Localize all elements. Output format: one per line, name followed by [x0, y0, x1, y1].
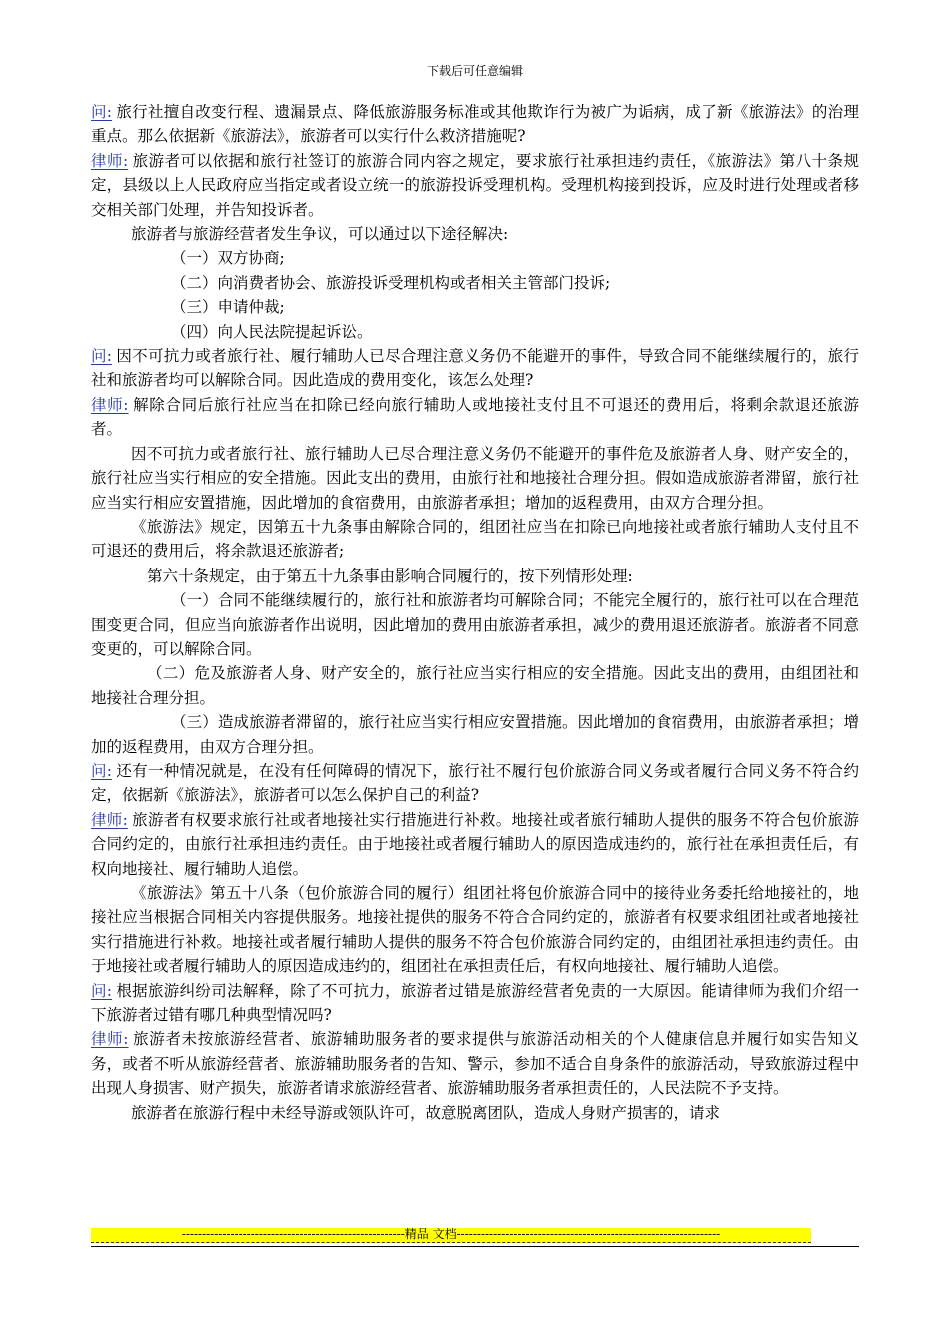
answer-text: 旅游者可以依据和旅行社签订的旅游合同内容之规定，要求旅行社承担违约责任，《旅游法》第八十条规定，县级以上人民政府应当指定或者设立统一的旅游投诉受理机构。受理机构接到投诉，应及时进行处理或者移交相关部门处理，并告知投诉者。 [91, 151, 859, 219]
question-text: 旅行社擅自改变行程、遗漏景点、降低旅游服务标准或其他欺诈行为被广为诟病，成了新《旅游法》的治理重点。那么依据新《旅游法》，旅游者可以实行什么救济措施呢? [91, 103, 859, 146]
page-footer: -------------------------------------------------------精品 文档----------------------------------------------------------------- [181, 1227, 721, 1241]
answer-2 [91, 393, 859, 442]
footer-rule [91, 1246, 859, 1247]
answer-text: 解除合同后旅行社应当在扣除已经向旅行辅助人或地接社支付且不可退还的费用后，将剩余款退还旅游者。 [91, 395, 859, 439]
answer-3 [91, 808, 859, 881]
question-text: 因不可抗力或者旅行社、履行辅助人已尽合理注意义务仍不能避开的事件，导致合同不能继续履行的，旅行社和旅游者均可以解除合同。因此造成的费用变化，该怎么处理? [91, 347, 859, 390]
question-label: 问: [91, 981, 113, 1000]
question-label: 问: [91, 761, 113, 780]
list-item: （四）向人民法院提起诉讼。 [171, 322, 373, 341]
question-text: 还有一种情况就是，在没有任何障碍的情况下，旅行社不履行包价旅游合同义务或者履行合同义务不符合约定，依据新《旅游法》，旅游者可以怎么保护自己的利益? [91, 761, 859, 805]
question-label: 问: [91, 103, 113, 121]
answer-text: 旅游者有权要求旅行社或者地接社实行措施进行补救。地接社或者旅行辅助人提供的服务不符合包价旅游合同约定的，由旅行社承担违约责任。由于地接社或者履行辅助人的原因造成违约的，旅行社在承担责任后，有权向地接社、履行辅助人追偿。 [91, 810, 859, 878]
question-3 [91, 759, 859, 808]
paragraph: （三）造成旅游者滞留的，旅行社应当实行相应安置措施。因此增加的食宿费用，由旅游者承担；增加的返程费用，由双方合理分担。 [91, 713, 859, 756]
question-2 [91, 344, 859, 393]
paragraph: 因不可抗力或者旅行社、旅行辅助人已尽合理注意义务仍不能避开的事件危及旅游者人身、财产安全的，旅行社应当实行相应的安全措施。因此支出的费用，由旅行社和地接社合理分担。假如造成旅游者滞留，旅行社应当实行相应安置措施，因此增加的食宿费用，由旅游者承担；增加的返程费用，由双方合理分担。 [91, 444, 859, 512]
paragraph: 《旅游法》第五十八条（包价旅游合同的履行）组团社将包价旅游合同中的接待业务委托给地接社的，地接社应当根据合同相关内容提供服务。地接社提供的服务不符合合同约定的，旅游者有权要求组团社或者地接社实行措施进行补救。地接社或者履行辅助人提供的服务不符合包价旅游合同约定的，由组团社承担违约责任。由于地接社或者履行辅助人的原因造成违约的，组团社在承担责任后，有权向地接社、履行辅助人追偿。 [91, 884, 859, 976]
paragraph: 第六十条规定，由于第五十九条事由影响合同履行的，按下列情形处理: [147, 566, 633, 585]
question-1 [91, 100, 859, 149]
question-4 [91, 979, 859, 1028]
answer-label: 律师: [91, 1030, 129, 1049]
list-item: （二）向消费者协会、旅游投诉受理机构或者相关主管部门投诉; [171, 273, 611, 292]
answer-text: 旅游者未按旅游经营者、旅游辅助服务者的要求提供与旅游活动相关的个人健康信息并履行如实告知义务，或者不听从旅游经营者、旅游辅助服务者的告知、警示，参加不适合自身条件的旅游活动，导致旅游过程中出现人身损害、财产损失，旅游者请求旅游经营者、旅游辅助服务者承担责任的，人民法院不予支持。 [91, 1030, 859, 1098]
paragraph: （二）危及旅游者人身、财产安全的，旅行社应当实行相应的安全措施。因此支出的费用，由组团社和地接社合理分担。 [91, 664, 859, 707]
paragraph: （一）合同不能继续履行的，旅行社和旅游者均可解除合同；不能完全履行的，旅行社可以在合理范围变更合同，但应当向旅游者作出说明，因此增加的费用由旅游者承担，减少的费用退还旅游者。旅游者不同意变更的，可以解除合同。 [91, 591, 859, 658]
paragraph: 旅游者与旅游经营者发生争议，可以通过以下途径解决: [131, 225, 509, 244]
answer-label: 律师: [91, 151, 129, 170]
answer-label: 律师: [91, 810, 128, 829]
list-item: （三）申请仲裁; [171, 298, 285, 317]
paragraph: 《旅游法》规定，因第五十九条事由解除合同的，组团社应当在扣除已向地接社或者旅行辅助人支付且不可退还的费用后，将余款退还旅游者; [91, 517, 859, 561]
list-item: （一）双方协商; [171, 249, 285, 268]
paragraph: 旅游者在旅游行程中未经导游或领队许可，故意脱离团队，造成人身财产损害的，请求 [131, 1103, 721, 1122]
answer-1 [91, 149, 859, 222]
page-header: 下载后可任意编辑 [426, 64, 523, 78]
answer-4 [91, 1027, 859, 1100]
document-body [91, 100, 859, 1125]
question-label: 问: [91, 347, 113, 366]
answer-label: 律师: [91, 395, 129, 414]
question-text: 根据旅游纠纷司法解释，除了不可抗力，旅游者过错是旅游经营者免责的一大原因。能请律师为我们介绍一下旅游者过错有哪几种典型情况吗? [91, 981, 859, 1025]
